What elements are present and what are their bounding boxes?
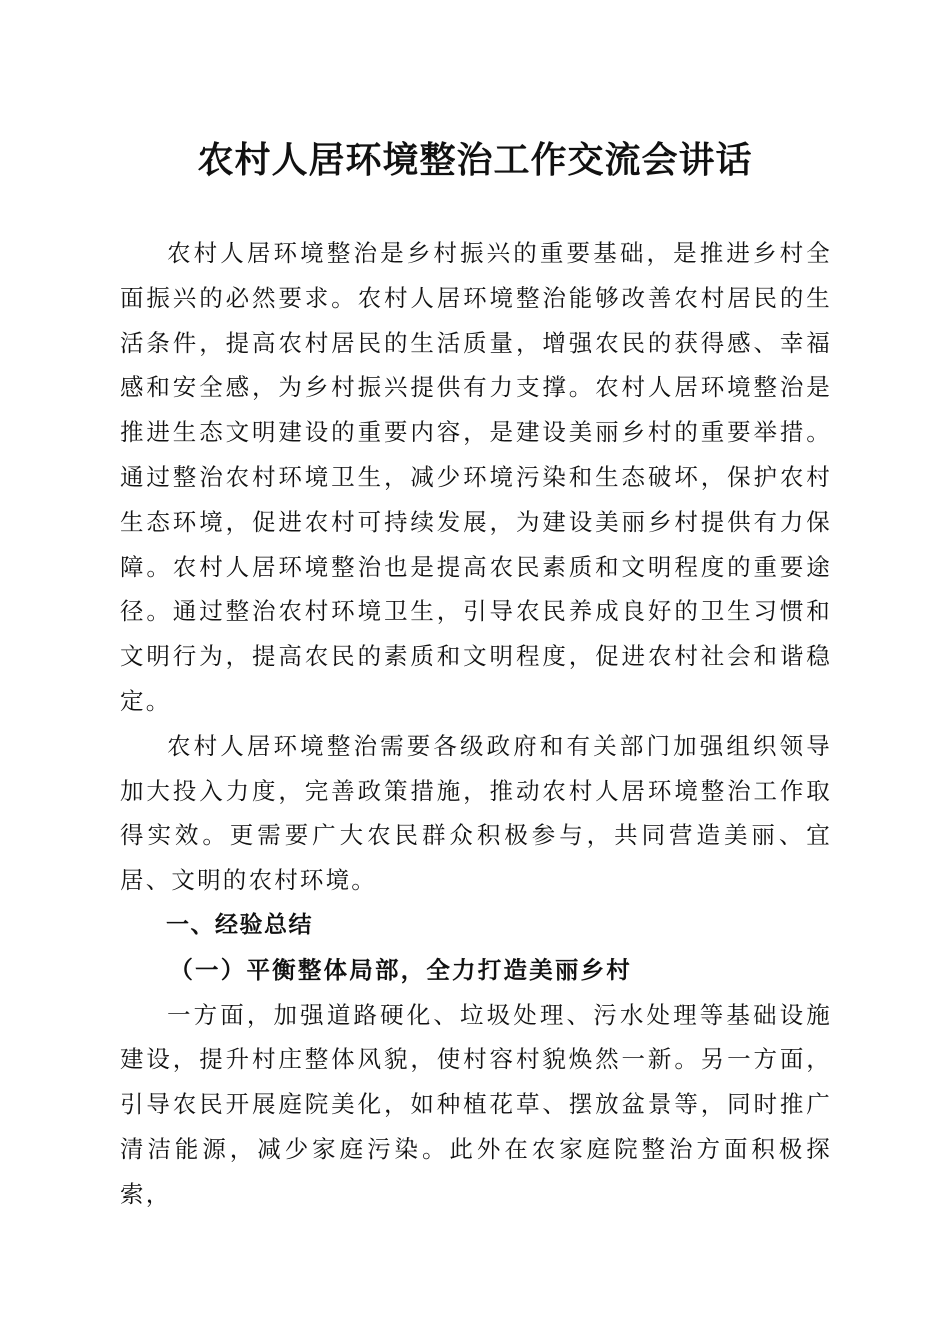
body-paragraph-1: 农村人居环境整治是乡村振兴的重要基础，是推进乡村全面振兴的必然要求。农村人居环境整治能够改善农村居民的生活条件，提高农村居民的生活质量，增强农民的获得感、幸福感和安全感，为乡村振兴提供有力支撑。农村人居环境整治是推进生态文明建设的重要内容，是建设美丽乡村的重要举措。通过整治农村环境卫生，减少环境污染和生态破坏，保护农村生态环境，促进农村可持续发展，为建设美丽乡村提供有力保障。农村人居环境整治也是提高农民素质和文明程度的重要途径。通过整治农村环境卫生，引导农民养成良好的卫生习惯和文明行为，提高农民的素质和文明程度，促进农村社会和谐稳定。 xyxy=(120,239,832,715)
section-heading: 一、经验总结 xyxy=(166,911,313,938)
document-body xyxy=(120,231,832,1217)
subsection-heading: （一）平衡整体局部，全力打造美丽乡村 xyxy=(169,955,632,984)
subsection-paragraph: 一方面，加强道路硬化、垃圾处理、污水处理等基础设施建设，提升村庄整体风貌，使村容村貌焕然一新。另一方面，引导农民开展庭院美化，如种植花草、摆放盆景等，同时推广清洁能源，减少家庭污染。此外在农家庭院整治方面积极探索， xyxy=(120,1000,832,1208)
body-paragraph-2: 农村人居环境整治需要各级政府和有关部门加强组织领导加大投入力度，完善政策措施，推动农村人居环境整治工作取得实效。更需要广大农民群众积极参与，共同营造美丽、宜居、文明的农村环境。 xyxy=(120,731,832,895)
document-title: 农村人居环境整治工作交流会讲话 xyxy=(197,139,753,181)
